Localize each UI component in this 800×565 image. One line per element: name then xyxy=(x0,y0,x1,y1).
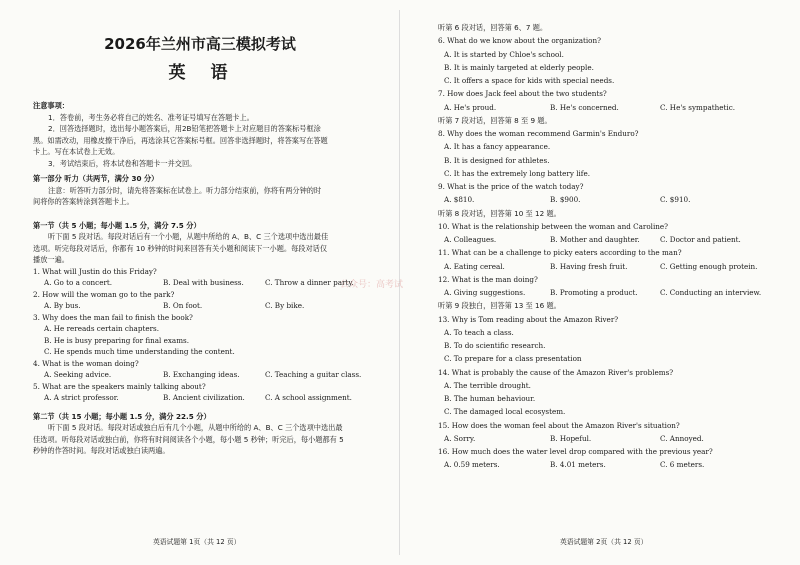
question-stem: 4. What is the woman doing? xyxy=(33,358,139,368)
option-a: A. Seeking advice. xyxy=(44,370,112,379)
question-stem: 6. What do we know about the organization? xyxy=(438,36,601,46)
question-stem: 2. How will the woman go to the park? xyxy=(33,289,175,299)
section1-heading: 第一节（共 5 小题；每小题 1.5 分，满分 7.5 分） xyxy=(33,220,201,230)
option-a: A. By bus. xyxy=(44,301,81,310)
option-a: A. Eating cereal. xyxy=(444,261,505,271)
option-a: A. He rereads certain chapters. xyxy=(44,324,159,333)
option-c: C. $910. xyxy=(660,195,691,205)
question-stem: 5. What are the speakers mainly talking about? xyxy=(33,381,206,391)
section2-note-line: 听下面 5 段对话。每段对话或独白后有几个小题，从题中所给的 A、B、C 三个选项中选出最 xyxy=(48,423,343,432)
page-footer: 英语试题第 2页（共 12 页） xyxy=(560,538,648,546)
section2-note-line: 秒钟的作答时间。每段对话或独白读两遍。 xyxy=(33,446,170,455)
option-c: C. 6 meters. xyxy=(660,460,705,470)
option-c: C. Annoyed. xyxy=(660,433,704,443)
option-b: B. Having fresh fruit. xyxy=(550,261,628,271)
question-stem: 13. Why is Tom reading about the Amazon River? xyxy=(438,314,619,324)
option-line: A. To teach a class. xyxy=(444,327,514,337)
option-c: C. Conducting an interview. xyxy=(660,288,762,297)
option-line: C. It offers a space for kids with special needs. xyxy=(444,76,615,85)
option-a: A. Giving suggestions. xyxy=(444,288,526,297)
option-c: C. Teaching a guitar class. xyxy=(265,370,362,379)
page-footer: 英语试题第 1页（共 12 页） xyxy=(153,538,241,546)
notice-line: 2．回答选择题时，选出每小题答案后，用2B铅笔把答题卡上对应题目的答案标号框涂 xyxy=(48,124,321,133)
question-stem: 10. What is the relationship between the woman and Caroline? xyxy=(438,221,668,231)
option-a: A. Colleagues. xyxy=(444,235,497,244)
question-stem: 15. How does the woman feel about the Amazon River's situation? xyxy=(438,420,680,430)
notice-line: 1．答卷前，考生务必将自己的姓名、准考证号填写在答题卡上。 xyxy=(48,112,254,122)
option-c: C. Doctor and patient. xyxy=(660,235,741,244)
question-stem: 1. What will Justin do this Friday? xyxy=(33,266,157,276)
notice-line: 黑。如需改动，用橡皮擦干净后，再选涂其它答案标号框。回答非选择题时，将答案写在答题 xyxy=(33,135,328,145)
section2-note-line: 佳选项。听每段对话或独白前，你将有时间阅读各个小题，每小题 5 秒钟；听完后，每小题都有 5 xyxy=(33,434,344,444)
watermark-text: 公众号：高考试 xyxy=(340,280,404,290)
option-b: B. Exchanging ideas. xyxy=(163,370,240,379)
question-stem: 8. Why does the woman recommend Garmin's Enduro? xyxy=(438,129,639,138)
question-stem: 12. What is the man doing? xyxy=(438,274,538,284)
option-a: A. Sorry. xyxy=(444,433,476,443)
exam-title: 2026年兰州市高三模拟考试 xyxy=(104,35,296,53)
part1-note-line: 间将你的答案转涂到答题卡上。 xyxy=(33,197,134,206)
option-line: B. It is designed for athletes. xyxy=(444,155,550,165)
section2-heading: 第二节（共 15 小题；每小题 1.5 分，满分 22.5 分） xyxy=(33,411,211,421)
option-b: B. 4.01 meters. xyxy=(550,460,606,470)
part1-heading: 第一部分 听力（共两节，满分 30 分） xyxy=(33,174,159,183)
section1-note-line: 听下面 5 段对话。每段对话后有一个小题，从题中所给的 A、B、C 三个选项中选出最佳 xyxy=(48,232,329,241)
subject-title: 英 语 xyxy=(168,63,232,83)
question-stem: 11. What can be a challenge to picky eaters according to the man? xyxy=(438,248,682,258)
page-2 xyxy=(340,0,800,565)
question-stem: 3. Why does the man fail to finish the book? xyxy=(33,312,193,322)
option-b: B. Hopeful. xyxy=(550,433,592,443)
option-b: B. Promoting a product. xyxy=(550,288,638,297)
question-stem: 14. What is probably the cause of the Amazon River's problems? xyxy=(438,367,674,377)
question-stem: 9. What is the price of the watch today? xyxy=(438,182,584,191)
option-line: C. It has the extremely long battery life. xyxy=(444,168,590,178)
listening-instruction: 听第 6 段对话，回答第 6、7 题。 xyxy=(438,23,548,32)
option-a: A. A strict professor. xyxy=(44,393,119,402)
section1-note-line: 选项。听完每段对话后，你都有 10 秒钟的时间来回答有关小题和阅读下一小题。每段对话仅 xyxy=(33,243,328,253)
option-b: B. $900. xyxy=(550,195,581,205)
section1-note-line: 播放一遍。 xyxy=(33,255,69,264)
option-line: C. To prepare for a class presentation xyxy=(444,354,582,364)
option-line: B. The human behaviour. xyxy=(444,394,536,403)
notice-line: 3．考试结束后，将本试卷和答题卡一并交回。 xyxy=(48,158,197,168)
option-b: B. On foot. xyxy=(163,301,203,310)
option-c: C. By bike. xyxy=(265,301,305,310)
listening-instruction: 听第 9 段独白，回答第 13 至 16 题。 xyxy=(438,301,561,311)
listening-instruction: 听第 7 段对话，回答第 8 至 9 题。 xyxy=(438,115,552,125)
question-stem: 7. How does Jack feel about the two students? xyxy=(438,89,607,99)
option-a: A. $810. xyxy=(444,195,475,205)
option-line: B. To do scientific research. xyxy=(444,341,546,350)
part1-note-line: 注意：听答听力部分时，请先将答案标在试卷上。听力部分结束前，你将有两分钟的时 xyxy=(48,185,322,195)
notice-line: 卡上。写在本试卷上无效。 xyxy=(33,147,120,156)
option-c: C. He's sympathetic. xyxy=(660,102,736,112)
option-a: A. Go to a concert. xyxy=(44,278,113,287)
listening-instruction: 听第 8 段对话，回答第 10 至 12 题。 xyxy=(438,208,561,218)
option-c: C. Getting enough protein. xyxy=(660,261,758,271)
option-line: A. It has a fancy appearance. xyxy=(444,142,551,152)
option-b: B. He is busy preparing for final exams. xyxy=(44,335,189,345)
option-c: C. Throw a dinner party. xyxy=(265,278,354,287)
option-line: A. It is started by Chloe's school. xyxy=(444,49,564,59)
option-b: B. Ancient civilization. xyxy=(163,393,245,402)
option-c: C. A school assignment. xyxy=(265,393,352,402)
option-line: C. The damaged local ecosystem. xyxy=(444,407,566,417)
notice-heading: 注意事项： xyxy=(33,101,69,110)
option-line: B. It is mainly targeted at elderly people. xyxy=(444,62,594,72)
option-b: B. Deal with business. xyxy=(163,278,244,287)
option-a: A. 0.59 meters. xyxy=(444,460,500,470)
option-b: B. He's concerned. xyxy=(550,102,619,112)
option-b: B. Mother and daughter. xyxy=(550,235,640,244)
option-a: A. He's proud. xyxy=(444,102,497,112)
question-stem: 16. How much does the water level drop compared with the previous year? xyxy=(438,447,713,456)
option-c: C. He spends much time understanding the content. xyxy=(44,347,235,356)
option-line: A. The terrible drought. xyxy=(444,380,531,390)
